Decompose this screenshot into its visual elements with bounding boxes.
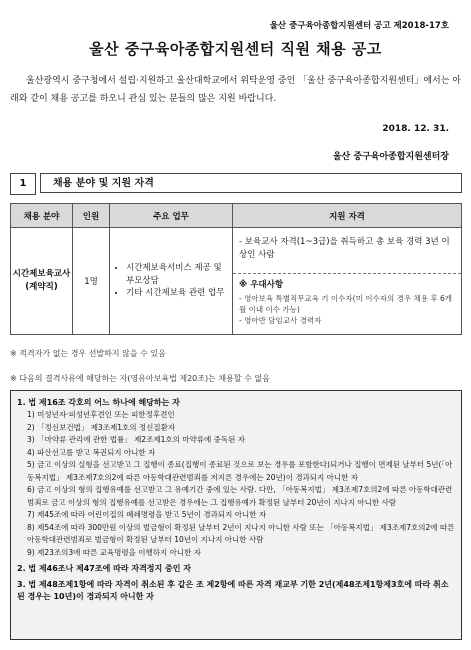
notice-number: 울산 중구육아종합지원센터 공고 제2018-17호 bbox=[269, 21, 449, 31]
disq-group-title: 2. 법 제46조나 제47조에 따라 자격정지 중인 자 bbox=[17, 564, 192, 573]
disq-item: 8) 제54조에 따라 300만원 이상의 벌금형이 확정된 날부터 2년이 지나지 아니한 사람 또는 「아동복지법」 제3조제7호의2에 따른 아동학대관련범죄로 벌금형이 확정된 날부터 10년이 지나지 아니한 사람 bbox=[27, 522, 455, 544]
disq-item: 6) 금고 이상의 형의 집행유예를 선고받고 그 유예기간 중에 있는 사람. 다만, 「아동복지법」 제3조제7호의2에 따른 아동학대관련범죄로 금고 이상의 형의 집행유예를 선고받은 경우에는 그 집행유예가 확정된 날부터 20년이 지나지 아니한 사람 bbox=[27, 485, 453, 507]
issuer-name: 울산 중구육아종합지원센터장 bbox=[332, 152, 449, 162]
disq-item: 2) 「정신보건법」 제3조제1호의 정신질환자 bbox=[27, 422, 176, 432]
jobs-table bbox=[10, 203, 462, 335]
note-disqualification: ※ 다음의 결격사유에 해당하는 자(영유아보육법 제20조)는 채용할 수 없음 bbox=[10, 374, 270, 383]
duties-cell bbox=[110, 228, 233, 335]
disq-group-title: 3. 법 제48조제1항에 따라 자격이 취소된 후 같은 조 제2항에 따른 자격 재교부 기한 2년(제48조제1항제3호에 따라 취소된 경우는 10년)이 경과되지 아니한 자 bbox=[17, 580, 449, 601]
field-name: 시간제보육교사 bbox=[12, 269, 71, 279]
section-number: 1 bbox=[10, 173, 36, 195]
table-header-row bbox=[11, 204, 462, 228]
disq-group-title: 1. 법 제16조 각호의 어느 하나에 해당하는 자 bbox=[17, 398, 180, 407]
preference-title: ※ 우대사항 bbox=[239, 280, 284, 290]
qualification-cell bbox=[233, 228, 462, 335]
disq-item: 7) 제45조에 따라 어린이집의 폐쇄명령을 받고 5년이 경과되지 아니한 자 bbox=[27, 510, 267, 519]
notice-date: 2018. 12. 31. bbox=[382, 124, 449, 134]
disq-item: 5) 금고 이상의 실형을 선고받고 그 집행이 종료(집행이 종료된 것으로 보는 경우를 포함한다)되거나 집행이 면제된 날부터 5년(「아동복지법」 제3조제7호의2에 따른 아동학대관련범죄를 저지른 경우에는 20년)이 경과되지 아니한 자 bbox=[27, 460, 453, 482]
page-title: 울산 중구육아종합지원센터 직원 채용 공고 bbox=[89, 40, 382, 58]
disq-item: 4) 파산선고를 받고 복권되지 아니한 자 bbox=[27, 447, 156, 457]
main-qualification: - 보육교사 자격(1~3급)을 취득하고 총 보육 경력 3년 이상인 사람 bbox=[233, 228, 461, 274]
table-row bbox=[11, 228, 462, 335]
duty-item: • 시간제보육서비스 제공 및 부모상담 bbox=[126, 262, 228, 287]
count-cell: 1명 bbox=[73, 228, 110, 335]
disqualification-box bbox=[10, 390, 462, 640]
col-header-duties: 주요 업무 bbox=[110, 204, 233, 228]
duty-item: • 기타 시간제보육 관련 업무 bbox=[126, 287, 228, 300]
disq-item: 9) 제23조의3에 따른 교육명령을 이행하지 아니한 자 bbox=[27, 547, 201, 557]
col-header-field: 채용 분야 bbox=[11, 204, 73, 228]
disq-item: 3) 「마약류 관리에 관한 법률」 제2조제1호의 마약류에 중독된 자 bbox=[27, 435, 245, 444]
section-title: 채용 분야 및 지원 자격 bbox=[40, 173, 462, 193]
col-header-count: 인원 bbox=[73, 204, 110, 228]
field-subtype: (계약직) bbox=[25, 282, 58, 292]
field-cell bbox=[11, 228, 73, 335]
preference-block bbox=[233, 274, 461, 334]
intro-paragraph: 울산광역시 중구청에서 설립·지원하고 울산대학교에서 위탁운영 중인 「울산 중구육아종합지원센터」에서는 아래와 같이 채용 공고를 하오니 관심 있는 분들의 많은 지원 바랍니다. bbox=[10, 76, 461, 104]
disq-item: 1) 미성년자·피성년후견인 또는 피한정후견인 bbox=[27, 410, 175, 419]
note-no-qualified: ※ 적격자가 없는 경우 선발하지 않을 수 있음 bbox=[10, 349, 166, 358]
preference-item: - 영아반 담임교사 경력자 bbox=[239, 316, 322, 325]
preference-item: - 영아보육 특별직무교육 기 이수자(미 이수자의 경우 채용 후 6개월 이내 이수 가능) bbox=[239, 294, 452, 314]
col-header-qualification: 지원 자격 bbox=[233, 204, 462, 228]
